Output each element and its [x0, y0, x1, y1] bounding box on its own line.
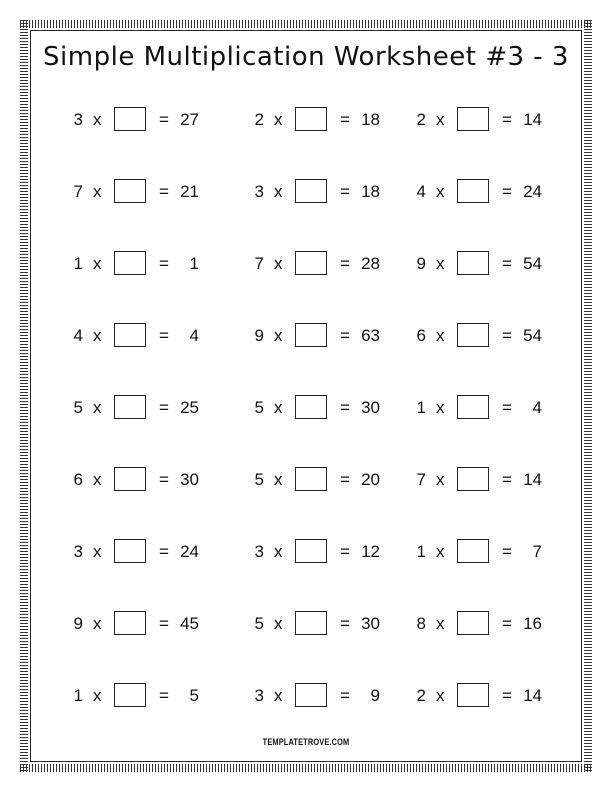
- equals-sign: =: [502, 542, 512, 561]
- problem-item: [71, 179, 211, 205]
- answer-box[interactable]: [457, 611, 489, 635]
- factor: 5: [73, 398, 83, 417]
- equals-sign: =: [340, 398, 350, 417]
- factor: 3: [254, 686, 264, 705]
- factor: 1: [416, 398, 426, 417]
- equals-sign: =: [502, 614, 512, 633]
- answer-box[interactable]: [295, 395, 327, 419]
- product: 7: [532, 542, 542, 561]
- equals-sign: =: [340, 110, 350, 129]
- problem-item: [414, 539, 554, 565]
- answer-box[interactable]: [457, 251, 489, 275]
- answer-box[interactable]: [457, 539, 489, 563]
- problem-item: [252, 395, 392, 421]
- factor: 2: [416, 110, 426, 129]
- problem-item: [71, 395, 211, 421]
- factor: 5: [254, 614, 264, 633]
- multiply-sign: x: [93, 542, 102, 561]
- border-bottom: [20, 764, 592, 772]
- problem-item: [252, 107, 392, 133]
- problem-item: [252, 323, 392, 349]
- factor: 4: [416, 182, 426, 201]
- equals-sign: =: [502, 254, 512, 273]
- factor: 3: [254, 542, 264, 561]
- product: 18: [361, 182, 380, 201]
- product: 14: [523, 686, 542, 705]
- product: 20: [361, 470, 380, 489]
- factor: 9: [73, 614, 83, 633]
- product: 63: [361, 326, 380, 345]
- equals-sign: =: [502, 470, 512, 489]
- factor: 3: [254, 182, 264, 201]
- multiply-sign: x: [93, 398, 102, 417]
- factor: 1: [416, 542, 426, 561]
- problem-item: [71, 539, 211, 565]
- answer-box[interactable]: [457, 107, 489, 131]
- multiply-sign: x: [274, 614, 283, 633]
- equals-sign: =: [159, 398, 169, 417]
- multiply-sign: x: [436, 326, 445, 345]
- answer-box[interactable]: [457, 179, 489, 203]
- problem-item: [71, 323, 211, 349]
- equals-sign: =: [502, 110, 512, 129]
- answer-box[interactable]: [114, 107, 146, 131]
- equals-sign: =: [159, 254, 169, 273]
- multiply-sign: x: [274, 542, 283, 561]
- multiply-sign: x: [274, 110, 283, 129]
- multiply-sign: x: [93, 326, 102, 345]
- equals-sign: =: [159, 110, 169, 129]
- equals-sign: =: [159, 326, 169, 345]
- answer-box[interactable]: [114, 323, 146, 347]
- product: 54: [523, 254, 542, 273]
- problem-item: [414, 395, 554, 421]
- multiply-sign: x: [436, 398, 445, 417]
- product: 30: [361, 614, 380, 633]
- factor: 4: [73, 326, 83, 345]
- factor: 1: [73, 686, 83, 705]
- problem-item: [71, 683, 211, 709]
- multiply-sign: x: [436, 542, 445, 561]
- answer-box[interactable]: [295, 539, 327, 563]
- equals-sign: =: [159, 542, 169, 561]
- multiply-sign: x: [274, 686, 283, 705]
- answer-box[interactable]: [114, 395, 146, 419]
- product: 1: [189, 254, 199, 273]
- multiply-sign: x: [93, 686, 102, 705]
- equals-sign: =: [159, 470, 169, 489]
- problem-item: [414, 611, 554, 637]
- problem-item: [252, 467, 392, 493]
- product: 30: [361, 398, 380, 417]
- multiply-sign: x: [274, 326, 283, 345]
- multiply-sign: x: [436, 686, 445, 705]
- factor: 9: [254, 326, 264, 345]
- product: 14: [523, 470, 542, 489]
- problem-item: [252, 179, 392, 205]
- problem-item: [414, 683, 554, 709]
- equals-sign: =: [340, 614, 350, 633]
- product: 14: [523, 110, 542, 129]
- answer-box[interactable]: [114, 611, 146, 635]
- factor: 6: [416, 326, 426, 345]
- multiply-sign: x: [274, 182, 283, 201]
- problem-item: [414, 251, 554, 277]
- factor: 3: [73, 110, 83, 129]
- multiply-sign: x: [93, 110, 102, 129]
- factor: 7: [73, 182, 83, 201]
- product: 24: [180, 542, 199, 561]
- factor: 8: [416, 614, 426, 633]
- answer-box[interactable]: [457, 323, 489, 347]
- product: 25: [180, 398, 199, 417]
- answer-box[interactable]: [295, 179, 327, 203]
- border-top: [20, 20, 592, 28]
- answer-box[interactable]: [114, 251, 146, 275]
- answer-box[interactable]: [457, 467, 489, 491]
- problem-item: [71, 611, 211, 637]
- factor: 5: [254, 470, 264, 489]
- multiply-sign: x: [93, 614, 102, 633]
- border-left: [20, 20, 28, 772]
- product: 28: [361, 254, 380, 273]
- multiply-sign: x: [93, 182, 102, 201]
- equals-sign: =: [340, 470, 350, 489]
- equals-sign: =: [340, 182, 350, 201]
- problem-item: [71, 251, 211, 277]
- problem-item: [414, 323, 554, 349]
- answer-box[interactable]: [295, 611, 327, 635]
- problem-item: [414, 179, 554, 205]
- factor: 7: [254, 254, 264, 273]
- product: 18: [361, 110, 380, 129]
- equals-sign: =: [340, 542, 350, 561]
- product: 30: [180, 470, 199, 489]
- footer-site: TEMPLATETROVE.COM: [262, 737, 350, 747]
- product: 4: [532, 398, 542, 417]
- multiply-sign: x: [274, 470, 283, 489]
- factor: 2: [254, 110, 264, 129]
- problem-item: [252, 251, 392, 277]
- equals-sign: =: [502, 398, 512, 417]
- answer-box[interactable]: [295, 251, 327, 275]
- multiply-sign: x: [436, 470, 445, 489]
- answer-box[interactable]: [295, 467, 327, 491]
- factor: 9: [416, 254, 426, 273]
- product: 4: [189, 326, 199, 345]
- problem-item: [71, 467, 211, 493]
- product: 16: [523, 614, 542, 633]
- product: 5: [189, 686, 199, 705]
- product: 21: [180, 182, 199, 201]
- equals-sign: =: [502, 686, 512, 705]
- product: 9: [370, 686, 380, 705]
- multiply-sign: x: [436, 110, 445, 129]
- product: 27: [180, 110, 199, 129]
- equals-sign: =: [159, 686, 169, 705]
- answer-box[interactable]: [295, 323, 327, 347]
- factor: 7: [416, 470, 426, 489]
- factor: 3: [73, 542, 83, 561]
- answer-box[interactable]: [295, 683, 327, 707]
- answer-box[interactable]: [114, 539, 146, 563]
- answer-box[interactable]: [457, 395, 489, 419]
- problem-item: [252, 539, 392, 565]
- multiply-sign: x: [436, 614, 445, 633]
- border-right: [584, 20, 592, 772]
- problem-item: [71, 107, 211, 133]
- answer-box[interactable]: [114, 179, 146, 203]
- problem-item: [252, 611, 392, 637]
- factor: 5: [254, 398, 264, 417]
- answer-box[interactable]: [295, 107, 327, 131]
- equals-sign: =: [340, 326, 350, 345]
- multiply-sign: x: [274, 254, 283, 273]
- product: 45: [180, 614, 199, 633]
- factor: 1: [73, 254, 83, 273]
- problem-item: [252, 683, 392, 709]
- equals-sign: =: [159, 182, 169, 201]
- answer-box[interactable]: [114, 467, 146, 491]
- equals-sign: =: [340, 254, 350, 273]
- multiply-sign: x: [274, 398, 283, 417]
- equals-sign: =: [502, 182, 512, 201]
- equals-sign: =: [502, 326, 512, 345]
- factor: 2: [416, 686, 426, 705]
- product: 12: [361, 542, 380, 561]
- problem-item: [414, 107, 554, 133]
- equals-sign: =: [159, 614, 169, 633]
- answer-box[interactable]: [114, 683, 146, 707]
- multiply-sign: x: [436, 254, 445, 273]
- product: 24: [523, 182, 542, 201]
- problem-item: [414, 467, 554, 493]
- multiply-sign: x: [436, 182, 445, 201]
- multiply-sign: x: [93, 470, 102, 489]
- multiply-sign: x: [93, 254, 102, 273]
- answer-box[interactable]: [457, 683, 489, 707]
- equals-sign: =: [340, 686, 350, 705]
- product: 54: [523, 326, 542, 345]
- worksheet-title: Simple Multiplication Worksheet #3 - 3: [43, 42, 569, 72]
- factor: 6: [73, 470, 83, 489]
